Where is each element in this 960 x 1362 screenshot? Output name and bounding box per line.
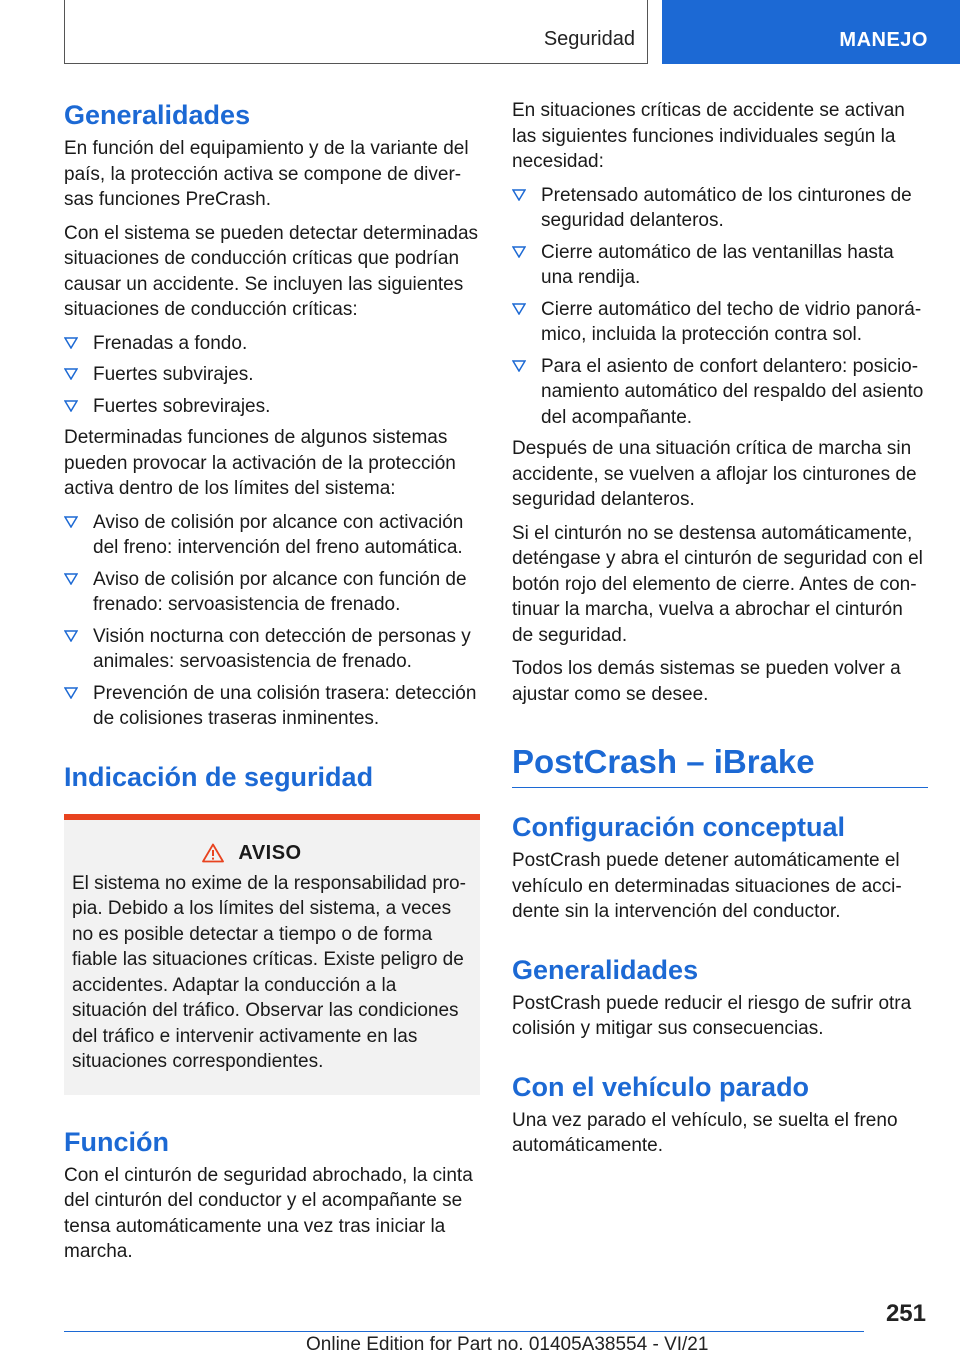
list-item: Pretensado automático de los cinturones de seguridad delanteros. xyxy=(512,183,928,234)
list-item: Para el asiento de confort delantero: posicionamiento automático del respaldo del asiento del acompañante. xyxy=(512,354,928,431)
warning-title: AVISO xyxy=(238,841,302,864)
heading-generalidades-postcrash: Generalidades xyxy=(512,954,699,985)
triangle-bullet-icon xyxy=(512,360,526,372)
triangle-bullet-icon xyxy=(64,630,78,642)
list-item: Fuertes subvirajes. xyxy=(64,362,480,388)
paragraph: Con el cinturón de seguridad abrochado, la cinta del cinturón del conductor y el acompañante se tensa automáticamente una vez tras iniciar la marcha. xyxy=(64,1164,473,1262)
triangle-bullet-icon xyxy=(64,573,78,585)
warning-triangle-icon xyxy=(202,843,224,863)
warning-box xyxy=(64,814,480,1095)
paragraph: Todos los demás sistemas se pueden volver a ajustar como se desee. xyxy=(512,658,901,705)
bullet-list xyxy=(512,183,928,431)
warning-title-row xyxy=(32,842,472,865)
triangle-bullet-icon xyxy=(64,337,78,349)
list-item: Prevención de una colisión trasera: detección de colisiones traseras inminentes. xyxy=(64,681,480,732)
list-item: Fuertes sobrevirajes. xyxy=(64,394,480,420)
footer-divider xyxy=(64,1331,864,1332)
right-column xyxy=(512,98,928,1167)
list-item: Cierre automático de las ventanillas hasta una rendija. xyxy=(512,240,928,291)
list-item: Aviso de colisión por alcance con activación del freno: intervención del freno automática. xyxy=(64,510,480,561)
paragraph: En situaciones críticas de accidente se activan las siguientes funciones individuales según la necesidad: xyxy=(512,100,905,172)
heading-configuracion-conceptual: Configuración conceptual xyxy=(512,812,846,842)
triangle-bullet-icon xyxy=(512,189,526,201)
heading-postcrash-ibrake: PostCrash – iBrake xyxy=(512,743,815,780)
list-item: Frenadas a fondo. xyxy=(64,331,480,357)
paragraph: Determinadas funciones de algunos sistemas pueden provocar la activación de la protección activa dentro de los límites del sistema: xyxy=(64,427,456,499)
header-chapter-title: MANEJO xyxy=(839,29,928,51)
heading-indicacion-seguridad: Indicación de seguridad xyxy=(64,761,374,792)
triangle-bullet-icon xyxy=(512,303,526,315)
list-item: Cierre automático del techo de vidrio panorámico, incluida la protección contra sol. xyxy=(512,297,928,348)
header-chapter-tab xyxy=(662,0,960,64)
header-section-box xyxy=(64,0,648,64)
triangle-bullet-icon xyxy=(64,368,78,380)
triangle-bullet-icon xyxy=(64,687,78,699)
paragraph: PostCrash puede detener automáticamente el vehículo en determinadas situaciones de accidente sin la intervención del conductor. xyxy=(512,850,902,922)
heading-generalidades: Generalidades xyxy=(64,100,251,130)
triangle-bullet-icon xyxy=(512,246,526,258)
heading-funcion: Función xyxy=(64,1126,169,1157)
warning-text: El sistema no exime de la responsabilidad propia. Debido a los límites del sistema, a veces no es posible detectar a tiempo o de forma fiable las situaciones críticas. Existe peligro de accidentes. Adaptar la conducción a la situación del tráfico. Observar las condiciones del tráfico e intervenir activamente en las situaciones correspondientes. xyxy=(72,872,466,1072)
paragraph: Después de una situación crítica de marcha sin accidente, se vuelven a aflojar los cinturones de seguridad delanteros. xyxy=(512,438,917,510)
heading-vehiculo-parado: Con el vehículo parado xyxy=(512,1071,810,1102)
header-section-title: Seguridad xyxy=(543,28,635,50)
page-number: 251 xyxy=(885,1300,926,1327)
paragraph: En función del equipamiento y de la variante del país, la protección activa se compone de diversas funciones PreCrash. xyxy=(64,138,469,210)
bullet-list xyxy=(64,510,480,732)
footer-edition: Online Edition for Part no. 01405A38554 - VI/21 xyxy=(306,1334,709,1355)
paragraph: PostCrash puede reducir el riesgo de sufrir otra colisión y mitigar sus consecuencias. xyxy=(512,992,912,1039)
chapter-heading-rule xyxy=(512,741,928,788)
list-item: Visión nocturna con detección de personas y animales: servoasistencia de frenado. xyxy=(64,624,480,675)
triangle-bullet-icon xyxy=(64,516,78,528)
triangle-bullet-icon xyxy=(64,400,78,412)
paragraph: Una vez parado el vehículo, se suelta el freno automáticamente. xyxy=(512,1109,898,1156)
bullet-list xyxy=(64,331,480,420)
list-item: Aviso de colisión por alcance con función de frenado: servoasistencia de frenado. xyxy=(64,567,480,618)
left-column xyxy=(64,98,480,1273)
paragraph: Con el sistema se pueden detectar determinadas situaciones de conducción críticas que podrían causar un accidente. Se incluyen las siguientes situaciones de conducción críticas: xyxy=(64,222,479,320)
paragraph: Si el cinturón no se destensa automáticamente, deténgase y abra el cinturón de seguridad con el botón rojo del elemento de cierre. Antes de continuar la marcha, vuelva a abrochar el cinturón de seguridad. xyxy=(512,522,923,646)
